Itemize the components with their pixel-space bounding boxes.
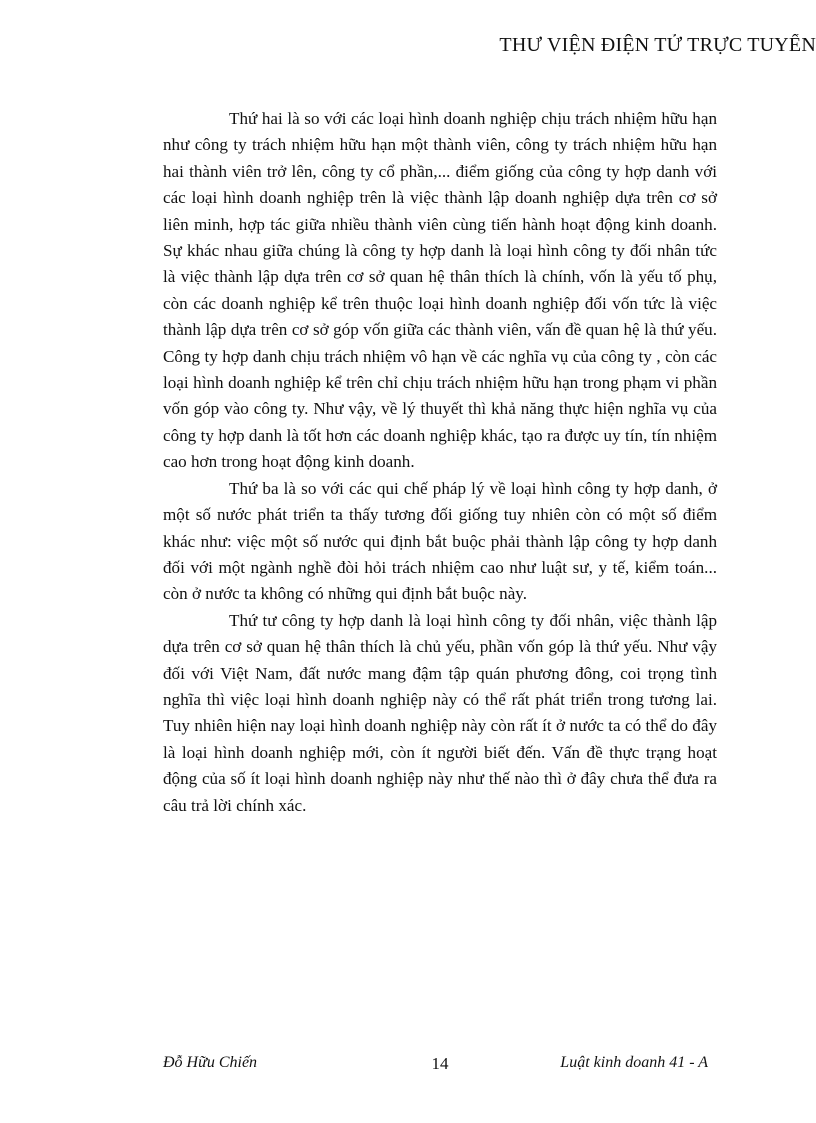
page-body bbox=[163, 106, 717, 819]
paragraph-second-point: Thứ hai là so với các loại hình doanh nghiệp chịu trách nhiệm hữu hạn như công ty trách nhiệm hữu hạn một thành viên, công ty trách nhiệm hữu hạn hai thành viên trở lên, công ty cổ phần,... điểm giống của công ty hợp danh với các loại hình doanh nghiệp trên là việc thành lập doanh nghiệp dựa trên cơ sở liên minh, hợp tác giữa nhiều thành viên cùng tiến hành hoạt động kinh doanh. Sự khác nhau giữa chúng là công ty hợp danh là loại hình công ty đối nhân tức là việc thành lập dựa trên cơ sở quan hệ thân thích là chính, vốn là yếu tố phụ, còn các doanh nghiệp kể trên thuộc loại hình doanh nghiệp đối vốn tức là việc thành lập dựa trên cơ sở góp vốn giữa các thành viên, vấn đề quan hệ là thứ yếu. Công ty hợp danh chịu trách nhiệm vô hạn về các nghĩa vụ của công ty , còn các loại hình doanh nghiệp kể trên chỉ chịu trách nhiệm hữu hạn trong phạm vi phần vốn góp vào công ty. Như vậy, về lý thuyết thì khả năng thực hiện nghĩa vụ của công ty hợp danh là tốt hơn các doanh nghiệp khác, tạo ra được uy tín, tín nhiệm cao hơn trong hoạt động kinh doanh. bbox=[163, 109, 717, 472]
footer-author: Đỗ Hữu Chiến bbox=[163, 1054, 258, 1071]
paragraph-third-point: Thứ ba là so với các qui chế pháp lý về loại hình công ty hợp danh, ở một số nước phát triển ta thấy tương đối giống tuy nhiên còn có một số điểm khác như: việc một số nước qui định bắt buộc phải thành lập công ty hợp danh đối với một ngành nghề đòi hỏi trách nhiệm cao như luật sư, y tế, kiểm toán... còn ở nước ta không có những qui định bắt buộc này. bbox=[163, 478, 717, 604]
page-number: 14 bbox=[431, 1054, 449, 1073]
running-header-title: THƯ VIỆN ĐIỆN TỬ TRỰC TUYẾN bbox=[499, 34, 816, 56]
paragraph-fourth-point: Thứ tư công ty hợp danh là loại hình công ty đối nhân, việc thành lập dựa trên cơ sở quan hệ thân thích là chủ yếu, phần vốn góp là thứ yếu. Như vậy đối với Việt Nam, đất nước mang đậm tập quán phương đông, coi trọng tình nghĩa thì việc loại hình doanh nghiệp này có thể rất phát triển trong tương lai. Tuy nhiên hiện nay loại hình doanh nghiệp này còn rất ít ở nước ta có thể do đây là loại hình doanh nghiệp mới, còn ít người biết đến. Vấn đề thực trạng hoạt động của số ít loại hình doanh nghiệp này như thế nào thì ở đây chưa thể đưa ra câu trả lời chính xác. bbox=[163, 610, 717, 815]
footer-course: Luật kinh doanh 41 - A bbox=[560, 1054, 708, 1071]
page-footer bbox=[163, 1054, 717, 1080]
